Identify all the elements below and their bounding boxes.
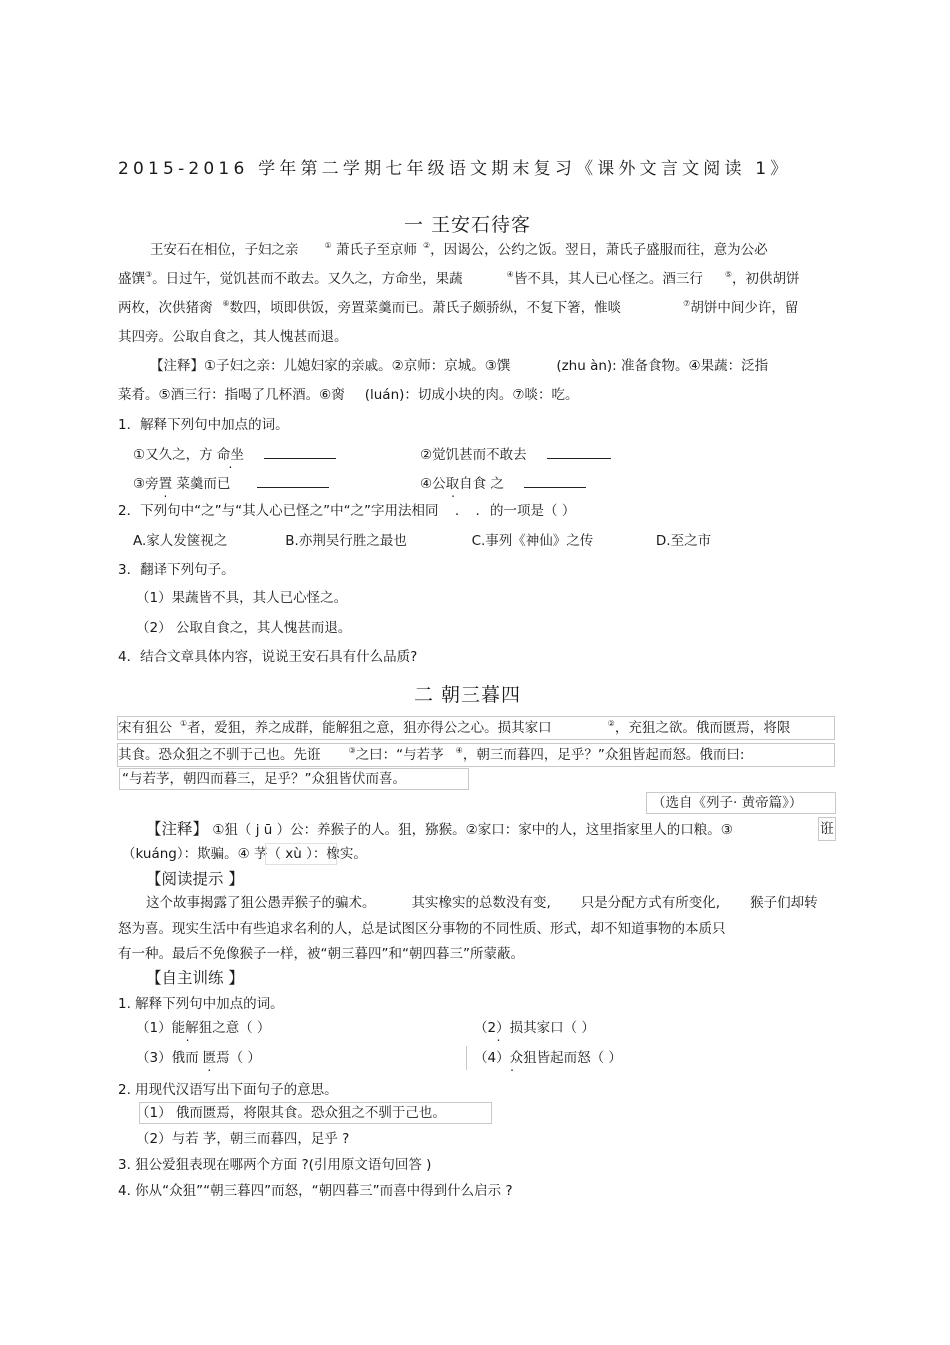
train-question-1-item-1 <box>136 1019 270 1037</box>
passage2-line3: “与若芧，朝四而暮三，足乎？”众狙皆伏而喜。 <box>122 771 406 787</box>
text-segment: ，初供胡饼 <box>732 271 800 287</box>
passage1-line3 <box>118 299 798 317</box>
train-question-1-item-4 <box>474 1049 622 1067</box>
text-segment: 萧氏子至京师 <box>335 242 417 258</box>
notes2-line2: （kuáng）：欺骗。④ 芧（ xù ）：橡实。 <box>122 846 367 862</box>
dotted-word: 命坐 <box>216 447 244 463</box>
notes-heading: 【注释】 <box>146 820 209 838</box>
footnote-marker: ② <box>422 241 431 250</box>
train-question-1: 1. 解释下列句中加点的词。 <box>118 996 284 1012</box>
text-segment: 。日过午，觉饥甚而不敢去。又久之，方命坐，果蔬 <box>152 271 463 287</box>
text-segment: （3）俄而 <box>136 1050 199 1066</box>
train-question-2-item-1: （1） 俄而匮焉，将限其食。恐众狙之不驯于己也。 <box>136 1105 446 1121</box>
divider-line <box>466 1046 467 1070</box>
question-1: 1．解释下列句中加点的词。 <box>118 417 289 433</box>
text-segment: 【注释】①子妇之亲：儿媳妇家的亲戚。②京师：京城。③馔 <box>150 358 511 374</box>
self-training-heading: 【自主训练 】 <box>146 969 244 987</box>
footnote-marker: ⑥ <box>222 299 230 308</box>
dotted-word: ④公取自食 . <box>420 476 486 492</box>
question-3-item-2: （2） 公取自食之，其人愧甚而退。 <box>136 620 352 636</box>
text-segment: 菜肴。⑤酒三行：指喝了几杯酒。⑥脔 <box>118 387 345 403</box>
footnote-marker: ① <box>324 241 332 250</box>
text-segment: 之 <box>490 476 504 492</box>
question-4: 4．结合文章具体内容，说说王安石具有什么品质? <box>118 649 418 665</box>
reading-tip-line2: 怒为喜。现实生活中有些追求名利的人，总是试图区分事物的不同性质、形式，却不知道事物的本质只 <box>118 921 726 937</box>
notes1-line1 <box>150 357 768 375</box>
text-segment: 胡饼中间少许，留 <box>690 300 799 316</box>
source-citation: （选自《列子· 黄帝篇》） <box>652 795 803 811</box>
answer-parens[interactable]: 起而怒（ ） <box>550 1050 622 1066</box>
answer-blank[interactable] <box>524 473 586 488</box>
train-question-2: 2. 用现代汉语写出下面句子的意思。 <box>118 1082 338 1098</box>
section-title-1: 一 王安石待客 <box>404 214 532 236</box>
train-question-3: 3. 狙公爱狙表现在哪两个方面 ?(引用原文语句回答 ) <box>118 1157 432 1173</box>
text-segment: ①又久之，方 <box>133 447 213 463</box>
text-segment: 王安石在相位，子妇之亲 <box>150 242 299 258</box>
dotted-word: 匮 <box>202 1050 217 1066</box>
question-2-options <box>133 532 711 550</box>
question-1-item-3 <box>133 473 329 493</box>
text-segment: 只是分配方式有所变化, <box>580 895 721 911</box>
footnote-marker: ⑦ <box>683 299 691 308</box>
question-1-item-4 <box>420 473 586 493</box>
text-segment: 菜羹而已 <box>176 476 231 492</box>
document-title: 2015-2016 学年第二学期七年级语文期末复习《课外文言文阅读 1》 <box>118 159 792 179</box>
passage1-line4: 其四旁。公取自食之，其人愧甚而退。 <box>118 329 348 345</box>
text-segment: 这个故事揭露了狙公愚弄猴子的骗术。 <box>146 895 376 911</box>
text-segment: 的一项是（ ） <box>490 503 576 519</box>
reading-tip-line1 <box>146 894 818 912</box>
train-question-4: 4. 你从“众狙”“朝三暮四”而怒，“朝四暮三”而喜中得到什么启示 ? <box>118 1183 513 1199</box>
option-d[interactable]: D.至之市 <box>655 533 712 549</box>
footnote-marker: ④ <box>455 746 463 755</box>
passage1-line1 <box>150 241 768 259</box>
dotted-word: （4）众狙皆 . <box>474 1050 550 1066</box>
option-b[interactable]: B.亦荆吴行胜之最也 <box>285 533 407 549</box>
text-segment: 猴子们却转 <box>750 895 818 911</box>
train-question-1-item-2 <box>474 1019 595 1037</box>
footnote-marker: ② <box>607 719 615 728</box>
passage1-line2 <box>118 270 800 288</box>
text-segment: 其食。恐众狙之不驯于己也。先诳 <box>118 747 321 763</box>
footnote-marker: ④ <box>506 270 514 279</box>
text-segment: 皆不具，其人已心怪之。酒三行 <box>513 271 703 287</box>
passage2-line2 <box>118 746 744 764</box>
answer-parens[interactable]: 其家口（ ） <box>523 1020 595 1036</box>
text-segment: ①狙（ j ū ）公：养猴子的人。狙，猕猴。②家口：家中的人，这里指家里人的口粮。③ <box>212 822 733 838</box>
option-a[interactable]: A.家人发箧视之 <box>133 533 228 549</box>
answer-blank[interactable] <box>547 444 611 459</box>
footnote-marker: ⑤ <box>724 270 733 279</box>
answer-parens[interactable]: 焉（ ） <box>216 1050 261 1066</box>
notes1-line2 <box>118 386 579 404</box>
train-question-2-item-2: （2）与若 芧，朝三而暮四，足乎 ? <box>136 1131 350 1147</box>
note2-box <box>265 843 337 865</box>
text-segment: ，因谒公，公约之饭。翌日，萧氏子盛服而往，意为公必 <box>430 242 768 258</box>
answer-blank[interactable] <box>257 473 329 488</box>
question-1-item-2 <box>420 444 611 464</box>
option-c[interactable]: C.事列《神仙》之传 <box>471 533 594 549</box>
answer-blank[interactable] <box>264 444 336 459</box>
question-1-item-1 <box>133 444 336 464</box>
text-segment: 两枚，次供猪脔 <box>118 300 213 316</box>
passage2-line1 <box>118 719 790 737</box>
dotted-word: （1）能解狙之意 . <box>136 1020 239 1036</box>
footnote-marker: ① <box>180 719 188 728</box>
text-segment: ，朝三而暮四，足乎？”众狙皆起而怒。俄而曰: <box>462 747 745 763</box>
text-segment: 其实橡实的总数没有变, <box>411 895 551 911</box>
text-segment: 之曰：“与若芧 <box>355 747 444 763</box>
text-segment: ，充狙之欲。俄而匮焉，将限 <box>614 720 791 736</box>
notes2-line1 <box>146 820 733 839</box>
text-segment: ②觉饥甚而不敢去 <box>420 447 527 463</box>
answer-parens[interactable]: （ ） <box>239 1020 271 1036</box>
text-segment: 宋有狙公 <box>118 720 172 736</box>
text-segment: 者，爱狙，养之成群，能解狙之意，狙亦得公之心。损其家口 <box>187 720 552 736</box>
text-segment: 2．下列句中“之”与“其人心已怪之”中“之”字用法相同 <box>118 503 439 519</box>
text-segment: ③旁 <box>133 476 159 492</box>
question-3: 3．翻译下列句子。 <box>118 562 235 578</box>
dotted-word: 置 <box>158 476 173 492</box>
train-question-1-item-3 <box>136 1049 261 1067</box>
note-char: 诳 <box>820 821 834 837</box>
section-title-2: 二 朝三暮四 <box>414 684 522 706</box>
text-segment: 数四，顷即供饭，旁置菜羹而已。萧氏子颇骄纵，不复下箸，惟啖 <box>229 300 622 316</box>
reading-tip-heading: 【阅读提示 】 <box>146 870 244 888</box>
question-3-item-1: （1）果蔬皆不具，其人已心怪之。 <box>136 590 348 606</box>
reading-tip-line3: 有一种。最后不免像猴子一样，被“朝三暮四”和“朝四暮三”所蒙蔽。 <box>118 946 524 962</box>
text-segment: (zhu àn): 准备食物。④果蔬：泛指 <box>556 358 769 374</box>
text-segment: (luán)：切成小块的肉。⑦啖：吃。 <box>364 387 579 403</box>
dotted-word: （2）损 . <box>474 1020 523 1036</box>
question-2: 2．下列句中“之”与“其人心已怪之”中“之”字用法相同 . . 的一项是（ ） <box>118 503 576 519</box>
footnote-marker: ③ <box>348 746 356 755</box>
text-segment: 盛馔 <box>118 271 145 287</box>
footnote-marker: ③ <box>145 270 153 279</box>
